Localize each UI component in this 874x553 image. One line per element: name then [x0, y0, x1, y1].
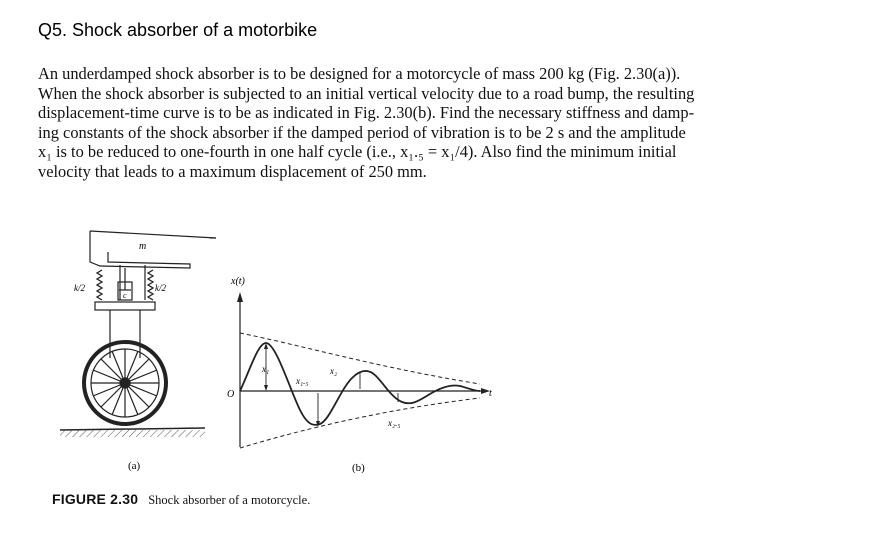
shock-absorber-diagram [60, 231, 216, 437]
label-spring-right: k/2 [155, 283, 166, 293]
label-t: t [489, 388, 492, 399]
label-x25: x₂.₅ [388, 418, 401, 428]
label-mass: m [139, 241, 147, 252]
label-spring-left: k/2 [74, 283, 85, 293]
problem-line: ing constants of the shock absorber if the damped period of vibration is to be 2 s and the amplitude [38, 122, 686, 142]
caption-number: FIGURE 2.30 [52, 491, 139, 507]
spring-left [97, 270, 102, 300]
displacement-plot [237, 292, 490, 448]
label-x15: x₁.₅ [296, 376, 309, 386]
label-sub-a: (a) [128, 460, 141, 472]
question-heading: Q5. Shock absorber of a motorbike [38, 20, 318, 40]
ground-line [60, 428, 205, 430]
problem-line: An underdamped shock absorber is to be designed for a motorcycle of mass 200 kg (Fig. 2.30(a)). [38, 64, 681, 83]
problem-line: x₁ is to be reduced to one-fourth in one half cycle (i.e., x₁.₅ = x₁/4). Also find the minimum initial [38, 142, 677, 162]
label-x1: x₁ [262, 364, 270, 374]
mass-body [90, 231, 216, 268]
label-origin: O [227, 389, 235, 400]
caption-text: Shock absorber of a motorcycle. [148, 493, 311, 507]
spring-right [148, 270, 153, 300]
figure-caption [52, 491, 310, 509]
label-x2: x₂ [330, 366, 338, 376]
problem-line: When the shock absorber is subjected to an initial vertical velocity due to a road bump, the resulting [38, 83, 695, 103]
problem-line: displacement-time curve is to be as indicated in Fig. 2.30(b). Find the necessary stiffness and damp- [38, 103, 695, 123]
lower-envelope [240, 398, 480, 448]
label-sub-b: (b) [352, 462, 365, 474]
problem-line: velocity that leads to a maximum displacement of 250 mm. [38, 161, 427, 181]
label-ylabel: x(t) [231, 276, 245, 287]
label-damper: c [123, 291, 127, 300]
